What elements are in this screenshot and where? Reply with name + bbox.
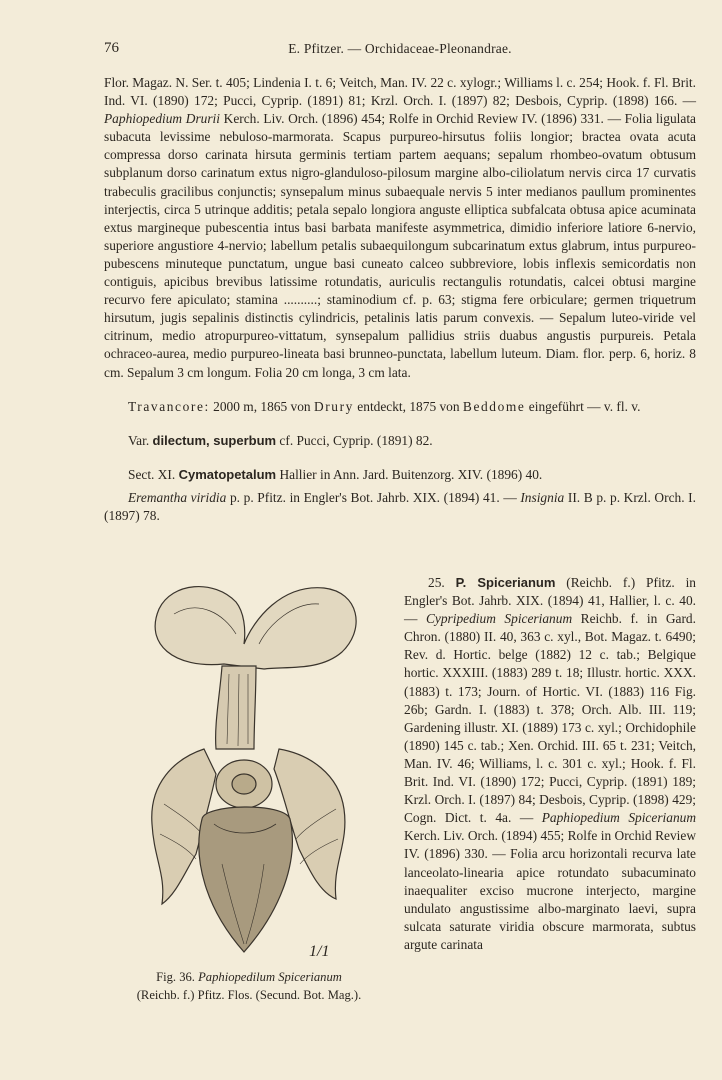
caption-prefix: Fig. 36. (156, 970, 199, 984)
caption-species: Paphiopedilum Spicerianum (198, 970, 342, 984)
variety-line (104, 432, 696, 450)
species-entry (404, 574, 696, 954)
distribution-text-1: 2000 m, 1865 von (209, 398, 314, 414)
labellum-pouch (199, 807, 292, 952)
species-text-a: (Reichb. f.) Pfitz. in Engler's Bot. Jahrb. XIX. (1894) 41, Hallier, l. c. 40. — (404, 575, 696, 627)
figure-36 (104, 574, 394, 1044)
synonym-reference: p. p. Pfitz. in Engler's Bot. Jahrb. XIX. (1894) 41. — (226, 489, 521, 505)
synonym-insignia: Insignia (520, 489, 565, 505)
species-synonym-2: Paphiopedium Spicerianum (541, 810, 697, 826)
caption-suffix: (Reichb. f.) Pfitz. Flos. (Secund. Bot. Mag.). (136, 988, 362, 1002)
section-name: Cymatopetalum (178, 466, 277, 482)
synonym-eremantha: Eremantha viridia (128, 489, 227, 505)
synonym-reference-2: II. B p. p. Krzl. Orch. I. (1897) 78. (104, 489, 696, 523)
species-name: P. Spicerianum (455, 575, 556, 590)
collector-name-1: Drury (313, 398, 354, 414)
scale-label: 1/1 (309, 943, 330, 960)
orchid-flower-illustration (104, 574, 394, 966)
region-name: Travancore: (128, 398, 210, 414)
variety-reference: cf. Pucci, Cyprip. (1891) 82. (276, 432, 433, 448)
distribution-text-2: entdeckt, 1875 von (353, 398, 463, 414)
species-number: 25. (428, 575, 456, 590)
section-reference: Hallier in Ann. Jard. Buitenzorg. XIV. (1896) 40. (276, 466, 543, 482)
species-text-b: Reichb. f. in Gard. Chron. (1880) II. 40, 363 c. xyl., Bot. Magaz. t. 6490; Rev. d. Hortic. belge (1882) 12 c. tab.; Belgique hortic. XXXIII. (1883) 289 t. 18; Illustr. hortic. XXX. (1883) t. 173; Journ. of Hortic. VI. (1883) 116 Fig. 26b; Gardn. I. (1883) t. 378; Orch. Alb. III. 119; Gardening illustr. XI. (1889) 173 c. xyl.; Orchidophile (1890) 145 c. tab.; Xen. Orchid. III. 65 t. 231; Veitch, Man. IV. 46; Williams, l. c. 301 c. xyl.; Hook. f. Fl. Brit. Ind. VI. (1890) 172; Pucci, Cyprip. (1891) 189; Krzl. Orch. I. (1897) 84; Desbois, Cyprip. (1898) 429; Cogn. Dict. t. 4a. — (404, 611, 696, 826)
references-text: Flor. Magaz. N. Ser. t. 405; Lindenia I. t. 6; Veitch, Man. IV. 22 c. xylogr.; Williams l. c. 254; Hook. f. Fl. Brit. Ind. VI. (1890) 172; Pucci, Cyprip. (1891) 81; Krzl. Orch. I. (1897) 82; Desbois, Cyprip. (1898) 166. — (104, 75, 696, 109)
species-text-c: Kerch. Liv. Orch. (1894) 455; Rolfe in Orchid Review IV. (1896) 330. — Folia arcu horizontali recurva late lanceolato-linearia apice rotundato subacuminato inaequaliter exciso mucrone interjecto, margine undulato angustissime albo-marginato laevi, supra sulcata saturate viridia obscure marmorata, subtus argute carinata (404, 828, 696, 952)
two-column-area (104, 574, 696, 1044)
page-number: 76 (104, 40, 119, 56)
description-text: Kerch. Liv. Orch. (1896) 454; Rolfe in Orchid Review IV. (1896) 331. — Folia ligulata subacuta levissime nebuloso-marmorata. Scapus purpureo-hirsutus foliis longior; bractea ovata acuta compressa dorso carinata hirsuta germinis tertiam partem aequans; sepalum rhombeo-ovatum obtusum subplanum dorso carinatum extus nigro-glanduloso-pilosum margine albo-ciliolatum nervis circa 17 curvatis trabeculis gracilibus conjunctis; synsepalum minus subaequale nervis 5 inter medianos paullum prominentes interjectis, circa 5 utrinque additis; petala sepalo longiora anguste elliptica subfalcata obtusa apice acuminata extus margineque pubescentia intus basi barbata manifeste asymmetrica, dimidio inferiore latiore 6-nervio, superiore angustiore 4-nervio; labellum petalis subaequilongum subcarinatum extus glabrum, intus purpureo-pubescens minuteque punctatum, ungue basi cuneato calceo subbreviore, lobis inflexis semicordatis non contiguis, apicibus brevibus latissime rotundatis, auriculis rectangulis rotundatis, calcei obtusi margine recurvo fere apiculato; stamina ..........; staminodium cf. p. 63; stigma fere orbiculare; germen triquetrum hirsutum, jugis sepalinis distinctis cylindricis, petalinis latis parum convexis. — Sepalum luteo-viride vel citrinum, medio atropurpureo-vittatum, synsepalum pallidius striis duabus angustis purpureis. Petala ochraceo-aurea, medio purpureo-lineata basi brunneo-punctata, labellum luteum. Diam. flor. perp. 6, horiz. 8 cm. Sepalum 3 cm longum. Folia 20 cm longa, 3 cm lata. (104, 111, 696, 380)
main-text (104, 74, 696, 525)
section-heading (104, 466, 696, 484)
description-paragraph (104, 74, 696, 382)
species-synonym-1: Cypripedium Spicerianum (425, 611, 573, 627)
section-prefix: Sect. XI. (128, 466, 179, 482)
distribution-line (104, 398, 696, 416)
running-title: E. Pfitzer. — Orchidaceae-Pleonandrae. (288, 41, 512, 56)
variety-prefix: Var. (128, 432, 153, 448)
section-synonyms (104, 489, 696, 525)
figure-caption (104, 968, 394, 1004)
dorsal-sepal (155, 587, 356, 669)
collector-name-2: Beddome (462, 398, 526, 414)
synonym-name: Paphiopedium Drurii (104, 111, 220, 127)
flower-stalk (216, 666, 256, 749)
page-header (104, 40, 696, 60)
variety-name: dilectum, superbum (152, 432, 277, 448)
species-paragraph (404, 574, 696, 954)
distribution-text-3: eingeführt — v. fl. v. (525, 398, 641, 414)
